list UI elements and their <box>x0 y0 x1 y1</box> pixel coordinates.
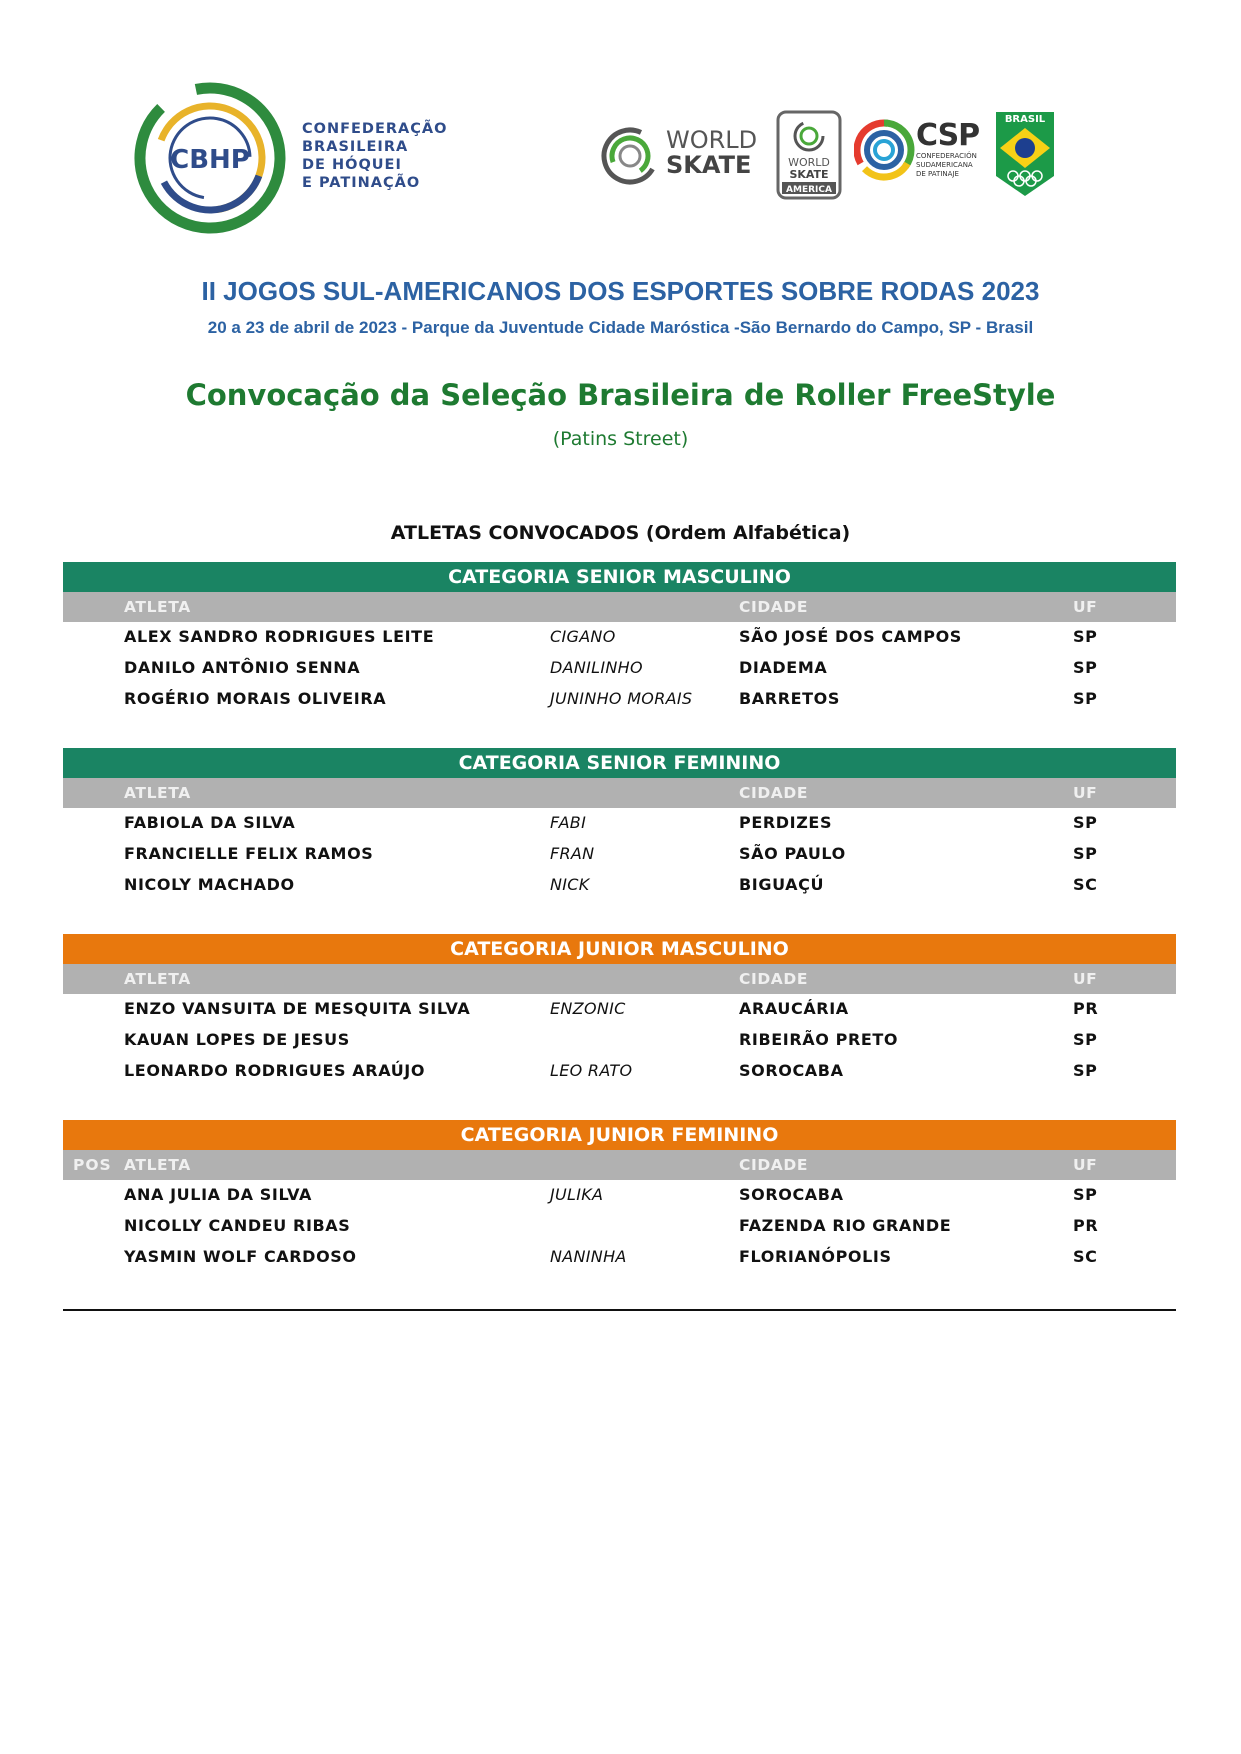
event-subtitle: 20 a 23 de abril de 2023 - Parque da Juventude Cidade Maróstica -São Bernardo do Campo, SP - Brasil <box>207 318 1034 337</box>
category-section <box>63 748 1176 901</box>
column-header-city: CIDADE <box>739 598 809 616</box>
athlete-city: FLORIANÓPOLIS <box>739 1247 892 1266</box>
athlete-name: ANA JULIA DA SILVA <box>124 1185 312 1204</box>
cbhp-line-2: BRASILEIRA <box>302 139 409 155</box>
column-header-athlete: ATLETA <box>124 1156 191 1174</box>
athlete-row <box>63 839 1176 870</box>
athlete-nickname: FABI <box>550 813 587 832</box>
athlete-row <box>63 1242 1176 1273</box>
athlete-row <box>63 653 1176 684</box>
csp-subtitle <box>916 152 977 179</box>
athlete-city: PERDIZES <box>739 813 833 832</box>
athlete-name: FABIOLA DA SILVA <box>124 813 296 832</box>
athlete-name: ENZO VANSUITA DE MESQUITA SILVA <box>124 999 471 1018</box>
column-header-row <box>63 964 1176 994</box>
athlete-row <box>63 994 1176 1025</box>
athlete-uf: SP <box>1073 1061 1098 1080</box>
wsa-line-1: WORLD <box>788 156 830 169</box>
world-skate-line-2: SKATE <box>666 151 752 179</box>
athlete-row <box>63 684 1176 715</box>
athlete-city: ARAUCÁRIA <box>739 999 849 1018</box>
athlete-nickname: DANILINHO <box>550 658 643 677</box>
category-title: CATEGORIA JUNIOR FEMININO <box>63 1120 1176 1150</box>
athlete-name: ALEX SANDRO RODRIGUES LEITE <box>124 627 435 646</box>
athlete-uf: SC <box>1073 1247 1098 1266</box>
athlete-name: NICOLLY CANDEU RIBAS <box>124 1216 351 1235</box>
athlete-row <box>63 808 1176 839</box>
category-section <box>63 934 1176 1087</box>
event-title: II JOGOS SUL-AMERICANOS DOS ESPORTES SOBRE RODAS 2023 <box>201 276 1040 306</box>
bottom-divider <box>63 1309 1176 1311</box>
column-header-uf: UF <box>1073 970 1098 988</box>
athlete-row <box>63 1211 1176 1242</box>
csp-sub-1: CONFEDERACIÓN <box>916 152 977 160</box>
athlete-row <box>63 870 1176 901</box>
wsa-line-2: SKATE <box>789 168 829 181</box>
cbhp-name <box>302 120 447 192</box>
column-header-city: CIDADE <box>739 970 809 988</box>
document-subtitle: (Patins Street) <box>552 428 689 450</box>
athlete-uf: SP <box>1073 627 1098 646</box>
category-title: CATEGORIA SENIOR FEMININO <box>63 748 1176 778</box>
athlete-name: DANILO ANTÔNIO SENNA <box>124 658 361 677</box>
athlete-name: KAUAN LOPES DE JESUS <box>124 1030 350 1049</box>
column-header-athlete: ATLETA <box>124 784 191 802</box>
world-skate-america-logo <box>776 110 842 200</box>
athlete-city: FAZENDA RIO GRANDE <box>739 1216 952 1235</box>
athlete-name: LEONARDO RODRIGUES ARAÚJO <box>124 1061 426 1080</box>
csp-sub-3: DE PATINAJE <box>916 170 959 178</box>
column-header-uf: UF <box>1073 598 1098 616</box>
column-header-uf: UF <box>1073 1156 1098 1174</box>
column-header-row <box>63 1150 1176 1180</box>
athlete-nickname: ENZONIC <box>550 999 626 1018</box>
document-title: Convocação da Seleção Brasileira de Roller FreeStyle <box>185 378 1056 412</box>
athlete-uf: PR <box>1073 999 1099 1018</box>
category-title: CATEGORIA JUNIOR MASCULINO <box>63 934 1176 964</box>
athlete-uf: SC <box>1073 875 1098 894</box>
list-heading: ATLETAS CONVOCADOS (Ordem Alfabética) <box>390 522 851 544</box>
athlete-nickname: NANINHA <box>550 1247 627 1266</box>
athlete-row <box>63 1056 1176 1087</box>
column-header-pos: POS <box>73 1156 112 1174</box>
brasil-label: BRASIL <box>1004 114 1046 125</box>
athlete-uf: SP <box>1073 844 1098 863</box>
athlete-uf: SP <box>1073 1185 1098 1204</box>
athlete-city: SÃO PAULO <box>739 844 846 863</box>
athlete-city: SOROCABA <box>739 1061 844 1080</box>
world-skate-line-1: WORLD <box>666 126 758 154</box>
athlete-uf: SP <box>1073 813 1098 832</box>
cbhp-line-4: E PATINAÇÃO <box>302 175 421 191</box>
athlete-uf: SP <box>1073 689 1098 708</box>
athlete-city: DIADEMA <box>739 658 828 677</box>
athlete-row <box>63 1180 1176 1211</box>
athlete-nickname: JULIKA <box>550 1185 604 1204</box>
athlete-name: ROGÉRIO MORAIS OLIVEIRA <box>124 689 387 708</box>
athlete-name: YASMIN WOLF CARDOSO <box>124 1247 357 1266</box>
cbhp-logo-text: CBHP <box>170 145 250 175</box>
cbhp-line-1: CONFEDERAÇÃO <box>302 121 448 137</box>
column-header-city: CIDADE <box>739 1156 809 1174</box>
csp-title: CSP <box>916 118 980 153</box>
athlete-city: SÃO JOSÉ DOS CAMPOS <box>739 627 962 646</box>
athlete-nickname: LEO RATO <box>550 1061 633 1080</box>
athlete-uf: SP <box>1073 658 1098 677</box>
athlete-nickname: CIGANO <box>550 627 616 646</box>
column-header-row <box>63 778 1176 808</box>
athlete-nickname: NICK <box>550 875 590 894</box>
csp-sub-2: SUDAMERICANA <box>916 161 973 169</box>
category-title: CATEGORIA SENIOR MASCULINO <box>63 562 1176 592</box>
world-skate-text <box>666 128 757 178</box>
athlete-city: SOROCABA <box>739 1185 844 1204</box>
athlete-uf: PR <box>1073 1216 1099 1235</box>
column-header-row <box>63 592 1176 622</box>
athlete-name: FRANCIELLE FELIX RAMOS <box>124 844 374 863</box>
column-header-uf: UF <box>1073 784 1098 802</box>
athlete-city: RIBEIRÃO PRETO <box>739 1030 899 1049</box>
wsa-line-3: AMERICA <box>786 185 832 195</box>
athlete-nickname: FRAN <box>550 844 595 863</box>
cbhp-line-3: DE HÓQUEI <box>302 157 402 173</box>
column-header-athlete: ATLETA <box>124 970 191 988</box>
athlete-row <box>63 1025 1176 1056</box>
cbhp-logo <box>130 78 290 238</box>
athlete-row <box>63 622 1176 653</box>
column-header-city: CIDADE <box>739 784 809 802</box>
athlete-city: BIGUAÇÚ <box>739 875 825 894</box>
category-section <box>63 562 1176 715</box>
column-header-athlete: ATLETA <box>124 598 191 616</box>
category-section <box>63 1120 1176 1273</box>
athlete-uf: SP <box>1073 1030 1098 1049</box>
brasil-olympic-logo <box>994 110 1056 198</box>
athlete-nickname: JUNINHO MORAIS <box>550 689 693 708</box>
athlete-city: BARRETOS <box>739 689 840 708</box>
athlete-name: NICOLY MACHADO <box>124 875 295 894</box>
